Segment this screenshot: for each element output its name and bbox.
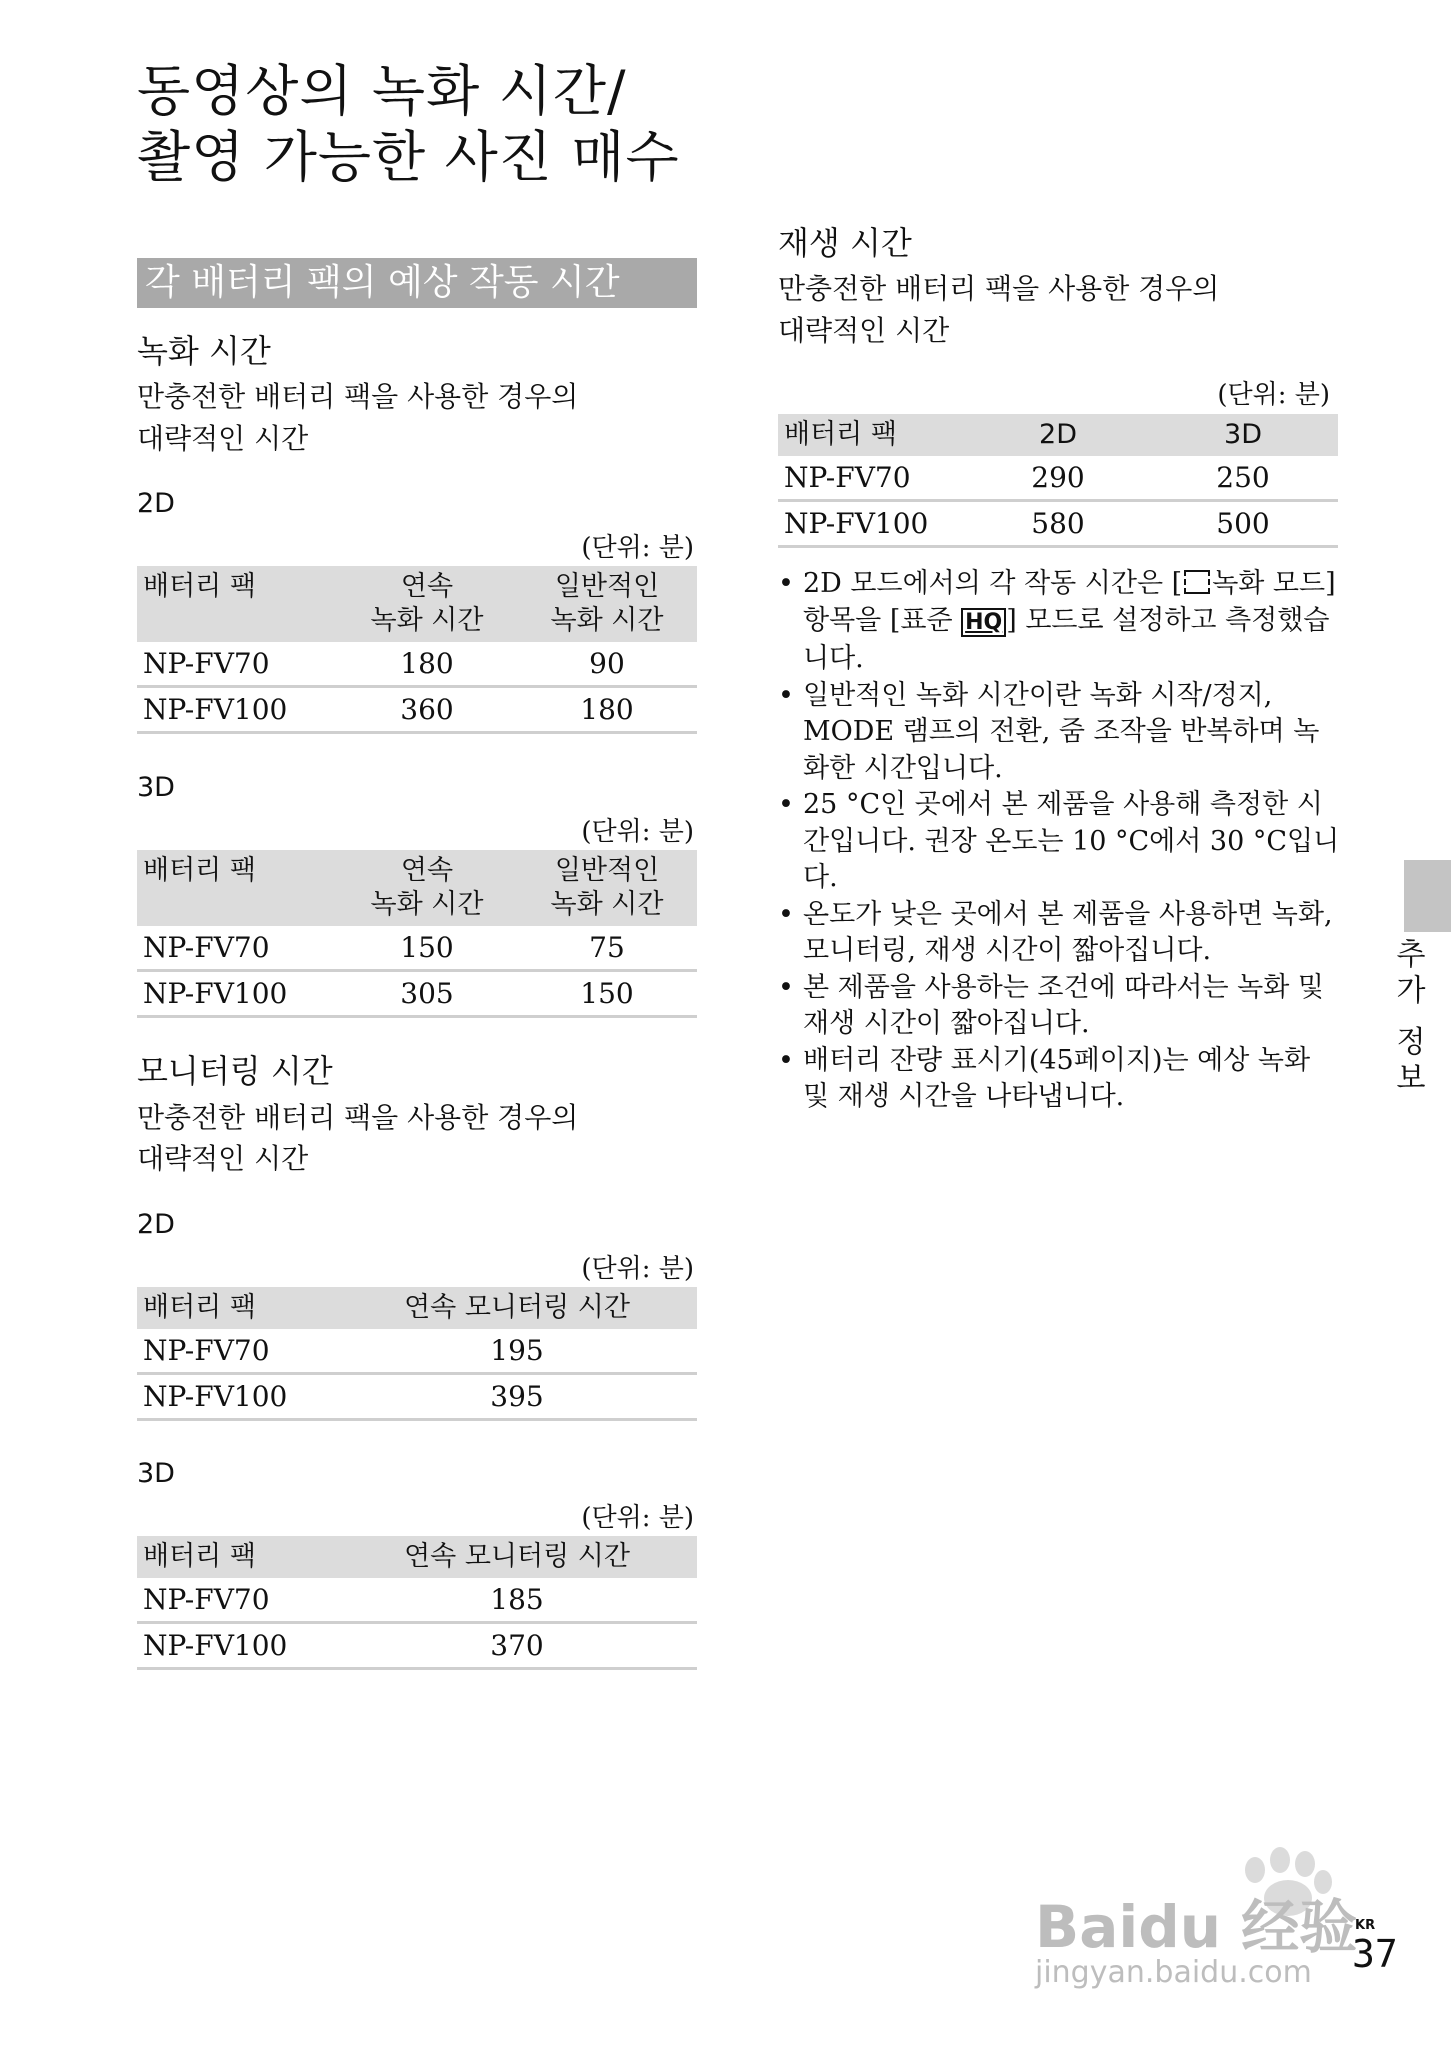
playback-3d-value-cell: 250 <box>1148 456 1338 501</box>
battery-name-cell: NP-FV70 <box>137 642 337 687</box>
table-header-row <box>137 566 697 642</box>
col-header-typical <box>517 566 697 642</box>
typical-value-cell: 180 <box>517 687 697 733</box>
battery-name-cell: NP-FV100 <box>137 1374 337 1420</box>
playback-3d-value-cell: 500 <box>1148 501 1338 547</box>
note-item <box>778 566 1343 678</box>
battery-name-cell: NP-FV100 <box>778 501 968 547</box>
playback-2d-value-cell: 580 <box>968 501 1148 547</box>
film-icon <box>1184 570 1210 594</box>
monitoring-value-cell: 370 <box>337 1623 697 1669</box>
battery-name-cell: NP-FV100 <box>137 971 337 1017</box>
typical-value-cell: 150 <box>517 971 697 1017</box>
col-header-battery: 배터리 팩 <box>137 1287 337 1329</box>
side-tab-label: 추가 정보 <box>1390 938 1425 1098</box>
watermark-brand: Baidu 经验 <box>1035 1893 1358 1961</box>
continuous-value-cell: 150 <box>337 926 517 971</box>
notes-list <box>778 566 1343 1116</box>
table-row <box>778 501 1338 547</box>
recording-desc-line-1: 만충전한 배터리 팩을 사용한 경우의 <box>137 380 579 413</box>
monitoring-3d-table <box>137 1536 697 1670</box>
table-row <box>137 926 697 971</box>
page-title-line-1: 동영상의 녹화 시간/ <box>137 59 627 123</box>
monitoring-value-cell: 195 <box>337 1329 697 1374</box>
side-tab-marker <box>1404 860 1451 932</box>
section-heading-band: 각 배터리 팩의 예상 작동 시간 <box>137 258 697 308</box>
battery-name-cell: NP-FV70 <box>137 1329 337 1374</box>
table-header-row <box>778 414 1338 456</box>
col-header-battery: 배터리 팩 <box>137 850 337 926</box>
continuous-value-cell: 360 <box>337 687 517 733</box>
recording-time-heading: 녹화 시간 <box>137 332 271 370</box>
battery-name-cell: NP-FV100 <box>137 1623 337 1669</box>
note-item: • 배터리 잔량 표시기(45페이지)는 예상 녹화 및 재생 시간을 나타냅니다. <box>778 1043 1343 1116</box>
monitoring-2d-table <box>137 1287 697 1421</box>
typical-value-cell: 75 <box>517 926 697 971</box>
watermark-url: jingyan.baidu.com <box>1035 1955 1312 1990</box>
col-header-typical-line-2: 녹화 시간 <box>550 605 664 636</box>
col-header-battery: 배터리 팩 <box>137 566 337 642</box>
note-item: • 25 °C인 곳에서 본 제품을 사용해 측정한 시간입니다. 권장 온도는 10 °C에서 30 °C입니다. <box>778 787 1343 897</box>
playback-desc-line-1: 만충전한 배터리 팩을 사용한 경우의 <box>778 272 1220 305</box>
col-header-continuous <box>337 566 517 642</box>
note-item: • 온도가 낮은 곳에서 본 제품을 사용하면 녹화, 모니터링, 재생 시간이 짧아집니다. <box>778 897 1343 970</box>
table-header-row <box>137 1287 697 1329</box>
playback-time-heading: 재생 시간 <box>778 224 912 262</box>
col-header-continuous-monitoring: 연속 모니터링 시간 <box>337 1536 697 1578</box>
page-title <box>137 58 757 190</box>
table-row <box>137 642 697 687</box>
typical-value-cell: 90 <box>517 642 697 687</box>
recording-3d-unit: (단위: 분) <box>581 817 694 847</box>
monitoring-3d-unit: (단위: 분) <box>581 1503 694 1533</box>
col-header-typical-line-1: 일반적인 <box>554 855 660 886</box>
continuous-value-cell: 180 <box>337 642 517 687</box>
table-row <box>137 1623 697 1669</box>
table-row <box>137 1329 697 1374</box>
table-row <box>137 687 697 733</box>
hq-badge: HQ <box>961 608 1006 637</box>
monitoring-desc-line-1: 만충전한 배터리 팩을 사용한 경우의 <box>137 1101 579 1134</box>
col-header-3d: 3D <box>1148 414 1338 456</box>
playback-2d-value-cell: 290 <box>968 456 1148 501</box>
note-1-text-b: 녹화 모드] 항목을 [표준 <box>803 568 1336 636</box>
monitoring-2d-unit: (단위: 분) <box>581 1254 694 1284</box>
col-header-continuous-line-2: 녹화 시간 <box>370 889 484 920</box>
playback-desc-line-2: 대략적인 시간 <box>778 314 950 347</box>
table-row <box>137 971 697 1017</box>
monitoring-value-cell: 395 <box>337 1374 697 1420</box>
table-row <box>137 1578 697 1623</box>
col-header-typical-line-2: 녹화 시간 <box>550 889 664 920</box>
playback-unit: (단위: 분) <box>1217 380 1330 410</box>
col-header-continuous-line-1: 연속 <box>400 855 454 886</box>
table-header-row <box>137 1536 697 1578</box>
battery-name-cell: NP-FV70 <box>137 926 337 971</box>
page-title-line-2: 촬영 가능한 사진 매수 <box>137 125 680 189</box>
battery-name-cell: NP-FV100 <box>137 687 337 733</box>
continuous-value-cell: 305 <box>337 971 517 1017</box>
battery-name-cell: NP-FV70 <box>137 1578 337 1623</box>
page-number: 37 <box>1352 1932 1398 1976</box>
col-header-typical-line-1: 일반적인 <box>554 571 660 602</box>
note-item: • 본 제품을 사용하는 조건에 따라서는 녹화 및 재생 시간이 짧아집니다. <box>778 970 1343 1043</box>
note-1-text-a: 2D 모드에서의 각 작동 시간은 [ <box>803 568 1183 599</box>
recording-2d-unit: (단위: 분) <box>581 533 694 563</box>
col-header-typical <box>517 850 697 926</box>
col-header-battery: 배터리 팩 <box>137 1536 337 1578</box>
monitoring-desc-line-2: 대략적인 시간 <box>137 1142 309 1175</box>
battery-name-cell: NP-FV70 <box>778 456 968 501</box>
col-header-continuous-line-1: 연속 <box>400 571 454 602</box>
col-header-continuous-line-2: 녹화 시간 <box>370 605 484 636</box>
table-row <box>778 456 1338 501</box>
recording-3d-table <box>137 850 697 1018</box>
recording-desc-line-2: 대략적인 시간 <box>137 422 309 455</box>
table-header-row <box>137 850 697 926</box>
note-item: • 일반적인 녹화 시간이란 녹화 시작/정지, MODE 램프의 전환, 줌 조작을 반복하며 녹화한 시간입니다. <box>778 678 1343 788</box>
recording-2d-mode-label: 2D <box>137 488 175 519</box>
monitoring-time-heading: 모니터링 시간 <box>137 1052 333 1090</box>
page-language-code: KR <box>1355 1918 1376 1933</box>
col-header-continuous-monitoring: 연속 모니터링 시간 <box>337 1287 697 1329</box>
recording-3d-mode-label: 3D <box>137 772 175 803</box>
monitoring-3d-mode-label: 3D <box>137 1458 175 1489</box>
col-header-continuous <box>337 850 517 926</box>
table-row <box>137 1374 697 1420</box>
monitoring-value-cell: 185 <box>337 1578 697 1623</box>
col-header-2d: 2D <box>968 414 1148 456</box>
note-1-text-c: ] 모드로 설정하고 측정했습니다. <box>803 604 1330 674</box>
monitoring-2d-mode-label: 2D <box>137 1209 175 1240</box>
recording-2d-table <box>137 566 697 734</box>
playback-table <box>778 414 1338 548</box>
col-header-battery: 배터리 팩 <box>778 414 968 456</box>
